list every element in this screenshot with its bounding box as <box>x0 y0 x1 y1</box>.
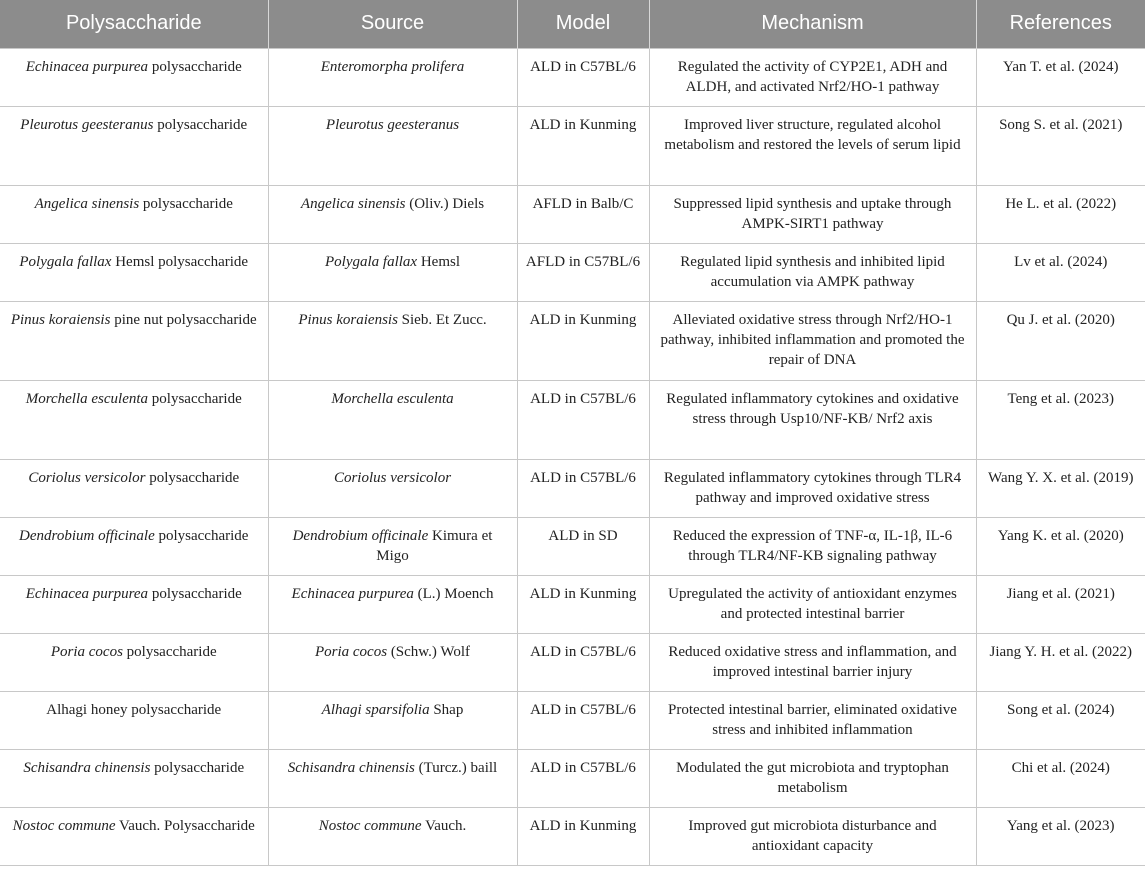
table-row <box>0 301 1145 380</box>
cell-source: Angelica sinensis (Oliv.) Diels <box>268 185 517 243</box>
cell-polysaccharide: Coriolus versicolor polysaccharide <box>0 459 268 517</box>
cell-polysaccharide: Schisandra chinensis polysaccharide <box>0 749 268 807</box>
cell-mechanism: Reduced oxidative stress and inflammation, and improved intestinal barrier injury <box>649 633 976 691</box>
cell-reference: Chi et al. (2024) <box>976 749 1145 807</box>
header-source: Source <box>268 0 517 48</box>
cell-source: Schisandra chinensis (Turcz.) baill <box>268 749 517 807</box>
cell-model: ALD in C57BL/6 <box>517 459 649 517</box>
cell-mechanism: Reduced the expression of TNF-α, IL-1β, IL-6 through TLR4/NF-KB signaling pathway <box>649 517 976 575</box>
cell-reference: Jiang Y. H. et al. (2022) <box>976 633 1145 691</box>
cell-source: Dendrobium officinale Kimura et Migo <box>268 517 517 575</box>
cell-model: ALD in SD <box>517 517 649 575</box>
cell-reference: Yang K. et al. (2020) <box>976 517 1145 575</box>
header-mechanism: Mechanism <box>649 0 976 48</box>
cell-reference: Jiang et al. (2021) <box>976 575 1145 633</box>
cell-polysaccharide: Nostoc commune Vauch. Polysaccharide <box>0 807 268 865</box>
cell-reference: He L. et al. (2022) <box>976 185 1145 243</box>
cell-model: ALD in C57BL/6 <box>517 48 649 106</box>
cell-polysaccharide: Echinacea purpurea polysaccharide <box>0 48 268 106</box>
cell-source: Coriolus versicolor <box>268 459 517 517</box>
table-row <box>0 517 1145 575</box>
cell-source: Nostoc commune Vauch. <box>268 807 517 865</box>
cell-polysaccharide: Pinus koraiensis pine nut polysaccharide <box>0 301 268 380</box>
cell-reference: Yang et al. (2023) <box>976 807 1145 865</box>
table-row <box>0 185 1145 243</box>
header-row <box>0 0 1145 48</box>
cell-polysaccharide: Polygala fallax Hemsl polysaccharide <box>0 243 268 301</box>
cell-model: ALD in C57BL/6 <box>517 633 649 691</box>
cell-reference: Song et al. (2024) <box>976 691 1145 749</box>
cell-model: ALD in C57BL/6 <box>517 691 649 749</box>
cell-model: ALD in Kunming <box>517 807 649 865</box>
cell-mechanism: Suppressed lipid synthesis and uptake through AMPK-SIRT1 pathway <box>649 185 976 243</box>
header-polysaccharide: Polysaccharide <box>0 0 268 48</box>
cell-polysaccharide: Morchella esculenta polysaccharide <box>0 380 268 459</box>
cell-source: Pleurotus geesteranus <box>268 106 517 185</box>
cell-reference: Lv et al. (2024) <box>976 243 1145 301</box>
cell-mechanism: Regulated inflammatory cytokines through TLR4 pathway and improved oxidative stress <box>649 459 976 517</box>
cell-source: Pinus koraiensis Sieb. Et Zucc. <box>268 301 517 380</box>
cell-polysaccharide: Dendrobium officinale polysaccharide <box>0 517 268 575</box>
cell-model: AFLD in C57BL/6 <box>517 243 649 301</box>
cell-mechanism: Improved gut microbiota disturbance and antioxidant capacity <box>649 807 976 865</box>
table-row <box>0 575 1145 633</box>
cell-reference: Wang Y. X. et al. (2019) <box>976 459 1145 517</box>
cell-mechanism: Regulated the activity of CYP2E1, ADH and ALDH, and activated Nrf2/HO-1 pathway <box>649 48 976 106</box>
header-references: References <box>976 0 1145 48</box>
cell-mechanism: Upregulated the activity of antioxidant enzymes and protected intestinal barrier <box>649 575 976 633</box>
cell-source: Morchella esculenta <box>268 380 517 459</box>
cell-reference: Song S. et al. (2021) <box>976 106 1145 185</box>
cell-polysaccharide: Echinacea purpurea polysaccharide <box>0 575 268 633</box>
cell-mechanism: Protected intestinal barrier, eliminated oxidative stress and inhibited inflammation <box>649 691 976 749</box>
table-row <box>0 749 1145 807</box>
cell-reference: Yan T. et al. (2024) <box>976 48 1145 106</box>
cell-polysaccharide: Angelica sinensis polysaccharide <box>0 185 268 243</box>
cell-reference: Teng et al. (2023) <box>976 380 1145 459</box>
table-row <box>0 459 1145 517</box>
cell-source: Enteromorpha prolifera <box>268 48 517 106</box>
cell-model: ALD in C57BL/6 <box>517 380 649 459</box>
cell-mechanism: Regulated lipid synthesis and inhibited lipid accumulation via AMPK pathway <box>649 243 976 301</box>
cell-model: ALD in Kunming <box>517 301 649 380</box>
cell-polysaccharide: Pleurotus geesteranus polysaccharide <box>0 106 268 185</box>
cell-reference: Qu J. et al. (2020) <box>976 301 1145 380</box>
cell-polysaccharide: Alhagi honey polysaccharide <box>0 691 268 749</box>
cell-source: Alhagi sparsifolia Shap <box>268 691 517 749</box>
cell-source: Poria cocos (Schw.) Wolf <box>268 633 517 691</box>
cell-model: ALD in Kunming <box>517 106 649 185</box>
header-model: Model <box>517 0 649 48</box>
table-row <box>0 691 1145 749</box>
cell-model: ALD in Kunming <box>517 575 649 633</box>
table-row <box>0 106 1145 185</box>
cell-polysaccharide: Poria cocos polysaccharide <box>0 633 268 691</box>
table-row <box>0 243 1145 301</box>
cell-mechanism: Improved liver structure, regulated alcohol metabolism and restored the levels of serum lipid <box>649 106 976 185</box>
cell-model: AFLD in Balb/C <box>517 185 649 243</box>
cell-mechanism: Regulated inflammatory cytokines and oxidative stress through Usp10/NF-KB/ Nrf2 axis <box>649 380 976 459</box>
cell-mechanism: Alleviated oxidative stress through Nrf2/HO-1 pathway, inhibited inflammation and promoted the repair of DNA <box>649 301 976 380</box>
table-row <box>0 633 1145 691</box>
cell-source: Echinacea purpurea (L.) Moench <box>268 575 517 633</box>
cell-model: ALD in C57BL/6 <box>517 749 649 807</box>
cell-mechanism: Modulated the gut microbiota and tryptophan metabolism <box>649 749 976 807</box>
cell-source: Polygala fallax Hemsl <box>268 243 517 301</box>
table-row <box>0 48 1145 106</box>
table-row <box>0 380 1145 459</box>
table-row <box>0 807 1145 865</box>
